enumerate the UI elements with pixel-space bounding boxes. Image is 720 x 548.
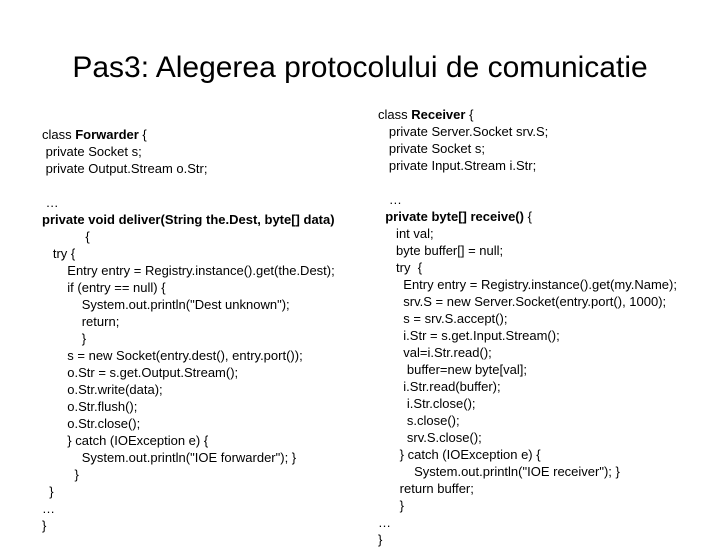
- receiver-code-line: [378, 123, 677, 140]
- receiver-code-line: [378, 514, 677, 531]
- forwarder-code-line: [42, 517, 335, 534]
- forwarder-code-line: [42, 211, 335, 228]
- forwarder-code-segment: }: [42, 467, 79, 482]
- forwarder-code-segment: if (entry == null) {: [42, 280, 166, 295]
- receiver-code-segment: int val;: [378, 226, 434, 241]
- forwarder-code-line: [42, 194, 335, 211]
- receiver-code-segment: buffer=new byte[val];: [378, 362, 527, 377]
- receiver-code-segment: class: [378, 107, 412, 122]
- receiver-code-line: [378, 276, 677, 293]
- receiver-code-line: [378, 480, 677, 497]
- forwarder-code-line: [42, 381, 335, 398]
- forwarder-code-segment: o.Str.write(data);: [42, 382, 163, 397]
- forwarder-code-segment: } catch (IOException e) {: [42, 433, 209, 448]
- receiver-code-line: [378, 395, 677, 412]
- receiver-code-line: [378, 327, 677, 344]
- receiver-code-segment: Entry entry = Registry.instance().get(my.Name);: [378, 277, 677, 292]
- receiver-code-line: [378, 429, 677, 446]
- receiver-code-line: [378, 106, 677, 123]
- receiver-code-segment: System.out.println("IOE receiver"); }: [378, 464, 620, 479]
- forwarder-code-line: [42, 347, 335, 364]
- forwarder-code-line: [42, 313, 335, 330]
- receiver-code-line: [378, 378, 677, 395]
- receiver-code-line: [378, 361, 677, 378]
- receiver-code-segment: i.Str.close();: [378, 396, 476, 411]
- forwarder-code-line: [42, 500, 335, 517]
- forwarder-code-line: [42, 296, 335, 313]
- forwarder-code-line: [42, 177, 335, 194]
- forwarder-code-line: [42, 228, 335, 245]
- forwarder-code-segment: try {: [42, 246, 76, 261]
- forwarder-code-segment: private Socket s;: [42, 144, 142, 159]
- forwarder-code-segment: return;: [42, 314, 120, 329]
- receiver-code-segment: i.Str = s.get.Input.Stream();: [378, 328, 560, 343]
- forwarder-code-segment: o.Str = s.get.Output.Stream();: [42, 365, 239, 380]
- receiver-code-line: [378, 208, 677, 225]
- forwarder-code-line: [42, 483, 335, 500]
- forwarder-code-segment: Entry entry = Registry.instance().get(the.Dest);: [42, 263, 335, 278]
- receiver-code-line: [378, 293, 677, 310]
- receiver-code-line: [378, 310, 677, 327]
- forwarder-code-line: [42, 415, 335, 432]
- forwarder-code-line: [42, 466, 335, 483]
- forwarder-code-line: [42, 126, 335, 143]
- receiver-code-segment: srv.S.close();: [378, 430, 482, 445]
- forwarder-code-line: [42, 143, 335, 160]
- forwarder-code-segment: System.out.println("IOE forwarder"); }: [42, 450, 297, 465]
- receiver-code-line: [378, 174, 677, 191]
- forwarder-code-line: [42, 245, 335, 262]
- forwarder-code-line: [42, 330, 335, 347]
- receiver-code-segment: private Server.Socket srv.S;: [378, 124, 549, 139]
- receiver-code-segment: try {: [378, 260, 423, 275]
- forwarder-code-segment: System.out.println("Dest unknown");: [42, 297, 290, 312]
- receiver-code-block: [378, 106, 677, 548]
- receiver-code-segment: private Input.Stream i.Str;: [378, 158, 537, 173]
- forwarder-code-segment: {: [138, 127, 147, 142]
- forwarder-code-segment: …: [42, 501, 55, 516]
- receiver-code-line: [378, 497, 677, 514]
- forwarder-code-line: [42, 449, 335, 466]
- receiver-code-segment: byte buffer[] = null;: [378, 243, 504, 258]
- receiver-code-line: [378, 140, 677, 157]
- receiver-code-line: [378, 225, 677, 242]
- receiver-code-segment: {: [523, 209, 532, 224]
- forwarder-code-segment: }: [42, 518, 47, 533]
- forwarder-code-line: [42, 364, 335, 381]
- receiver-code-segment: } catch (IOException e) {: [378, 447, 541, 462]
- receiver-code-segment: s = srv.S.accept();: [378, 311, 508, 326]
- receiver-code-line: [378, 191, 677, 208]
- receiver-code-segment: {: [465, 107, 474, 122]
- forwarder-code-segment: private Output.Stream o.Str;: [42, 161, 208, 176]
- forwarder-code-segment: private void deliver(String the.Dest, byte[] data): [42, 212, 335, 227]
- slide-title: Pas3: Alegerea protocolului de comunicatie: [72, 51, 648, 84]
- forwarder-code-segment: Forwarder: [75, 127, 139, 142]
- receiver-code-segment: val=i.Str.read();: [378, 345, 492, 360]
- receiver-code-segment: }: [378, 498, 405, 513]
- receiver-code-segment: s.close();: [378, 413, 460, 428]
- forwarder-code-segment: class: [42, 127, 76, 142]
- forwarder-code-segment: {: [42, 229, 90, 244]
- receiver-code-line: [378, 412, 677, 429]
- receiver-code-line: [378, 446, 677, 463]
- forwarder-code-segment: }: [42, 331, 87, 346]
- forwarder-code-segment: o.Str.flush();: [42, 399, 138, 414]
- receiver-code-segment: …: [378, 192, 402, 207]
- forwarder-code-segment: }: [42, 484, 54, 499]
- receiver-code-segment: …: [378, 515, 391, 530]
- forwarder-code-segment: …: [42, 195, 59, 210]
- forwarder-code-segment: o.Str.close();: [42, 416, 141, 431]
- receiver-code-segment: srv.S = new Server.Socket(entry.port(), 1000);: [378, 294, 667, 309]
- receiver-code-segment: private byte[] receive(): [385, 209, 524, 224]
- forwarder-code-line: [42, 262, 335, 279]
- receiver-code-segment: Receiver: [411, 107, 466, 122]
- forwarder-code-segment: s = new Socket(entry.dest(), entry.port());: [42, 348, 303, 363]
- receiver-code-segment: private Socket s;: [378, 141, 485, 156]
- receiver-code-segment: i.Str.read(buffer);: [378, 379, 501, 394]
- receiver-code-line: [378, 344, 677, 361]
- forwarder-code-line: [42, 432, 335, 449]
- forwarder-code-line: [42, 398, 335, 415]
- receiver-code-line: [378, 463, 677, 480]
- receiver-code-segment: }: [378, 532, 383, 547]
- receiver-code-segment: return buffer;: [378, 481, 474, 496]
- forwarder-code-line: [42, 160, 335, 177]
- receiver-code-line: [378, 259, 677, 276]
- receiver-code-line: [378, 242, 677, 259]
- forwarder-code-line: [42, 279, 335, 296]
- receiver-code-line: [378, 157, 677, 174]
- forwarder-code-block: [42, 126, 335, 534]
